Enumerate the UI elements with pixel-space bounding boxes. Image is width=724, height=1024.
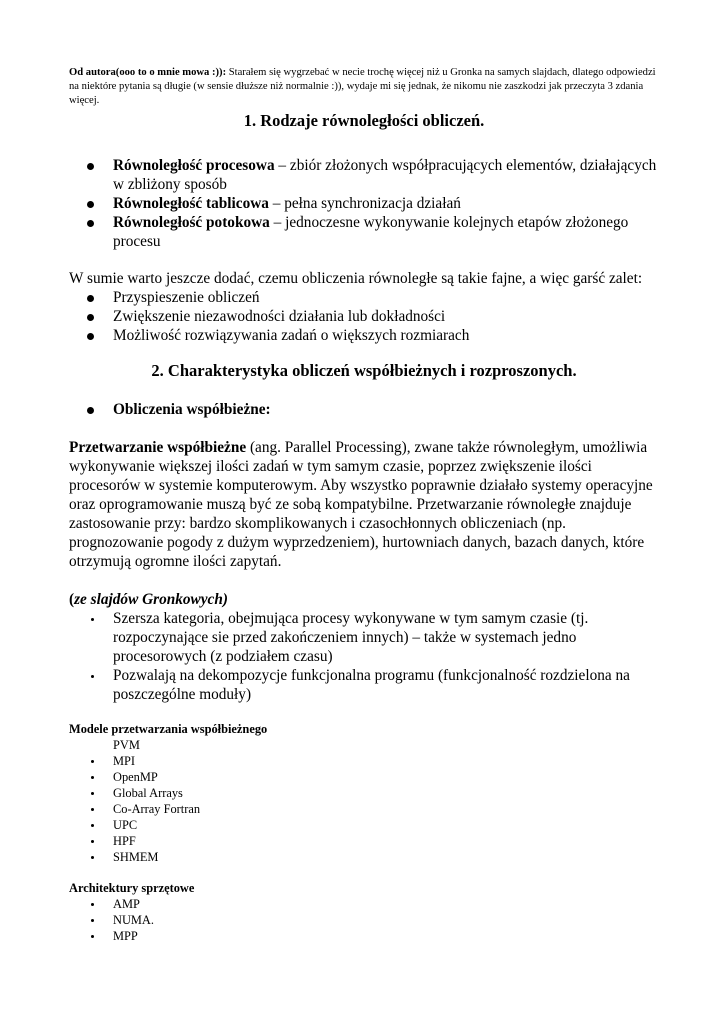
document-page	[69, 66, 659, 944]
list-item	[69, 849, 659, 865]
bullet-icon	[87, 201, 94, 208]
section-1-title: 1. Rodzaje równoległości obliczeń.	[243, 111, 485, 130]
description: – pełna synchronizacja działań	[268, 195, 461, 212]
advantage-text: Zwiększenie niezawodności działania lub dokładności	[113, 308, 446, 325]
bullet-icon	[91, 903, 94, 906]
bullet-icon	[91, 776, 94, 779]
author-note-text: Starałem się wygrzebać w necie trochę więcej niż u Gronka na samych slajdach, dlatego odpowiedzi na niektóre pytania są długie (w sensie dłuższe niż normalnie :)), wydaje mi się jednak, że nikomu nie zaszkodzi jak przeczyta 3 zdania więcej.	[69, 67, 656, 106]
advantage-text: Przyspieszenie obliczeń	[113, 289, 260, 306]
models-list	[69, 737, 659, 865]
list-item	[69, 928, 659, 944]
term: Równoległość potokowa	[113, 214, 270, 231]
advantages-list	[69, 288, 659, 345]
slides-item-text: Szersza kategoria, obejmująca procesy wykonywane w tym samym czasie (tj. rozpoczynające sie przed zakończeniem innych) – także w systemach jedno procesorowych (z podziałem czasu)	[113, 610, 589, 665]
slides-heading	[69, 590, 659, 609]
bullet-icon	[87, 314, 94, 321]
concurrent-term: Przetwarzanie współbieżne	[69, 439, 247, 456]
bullet-icon	[91, 618, 94, 621]
list-item	[69, 785, 659, 801]
slides-heading-text: ze slajdów Gronkowych)	[74, 591, 228, 608]
list-item	[69, 737, 659, 753]
slides-list	[69, 609, 659, 704]
description: – zbiór złożonych współpracujących elementów, działających w zbliżony sposób	[113, 157, 657, 193]
bullet-icon	[91, 840, 94, 843]
architectures-list	[69, 896, 659, 944]
concurrent-bullet-list	[69, 400, 659, 419]
bullet-icon	[91, 824, 94, 827]
list-item	[69, 817, 659, 833]
bullet-icon	[87, 295, 94, 302]
concurrent-text: (ang. Parallel Processing), zwane także równoległym, umożliwia wykonywanie większej ilości zadań w tym samym czasie, poprzez zwiększenie ilości procesorów w systemie komputerowym. Aby wszystko poprawnie działało systemy operacyjne oraz oprogramowanie muszą być ze sobą kompatybilne. Przetwarzanie równoległe znajduje zastosowanie przy: bardzo skomplikowanych i czasochłonnych obliczeniach (np. prognozowanie pogody z dużym wyprzedzeniem), hurtowniach danych, bazach danych, które otrzymują ogromne ilości zapytań.	[69, 439, 653, 570]
bullet-icon	[87, 163, 94, 170]
model-name: OpenMP	[113, 770, 158, 784]
concurrent-paragraph	[69, 438, 659, 571]
bullet-icon	[91, 919, 94, 922]
list-item	[69, 801, 659, 817]
advantages-intro: W sumie warto jeszcze dodać, czemu obliczenia równoległe są takie fajne, a więc garść zalet:	[69, 270, 643, 287]
list-item	[69, 833, 659, 849]
list-item	[69, 400, 659, 419]
architecture-name: AMP	[113, 897, 140, 911]
list-item	[69, 896, 659, 912]
term: Równoległość procesowa	[113, 157, 275, 174]
bullet-icon	[91, 856, 94, 859]
architecture-name: MPP	[113, 929, 138, 943]
bullet-icon	[87, 333, 94, 340]
bullet-icon	[91, 675, 94, 678]
model-name: HPF	[113, 834, 136, 848]
list-item	[69, 912, 659, 928]
architectures-heading: Architektury sprzętowe	[69, 881, 195, 895]
advantage-text: Możliwość rozwiązywania zadań o większych rozmiarach	[113, 327, 470, 344]
slides-item-text: Pozwalają na dekompozycje funkcjonalna programu (funkcjonalność rozdzielona na poszczególne moduły)	[113, 667, 630, 703]
list-item	[69, 753, 659, 769]
model-name: Global Arrays	[113, 786, 183, 800]
list-item	[69, 666, 659, 704]
list-item	[69, 288, 659, 307]
model-name: UPC	[113, 818, 138, 832]
list-item	[69, 769, 659, 785]
model-name: MPI	[113, 754, 136, 768]
bullet-icon	[87, 407, 94, 414]
author-note	[69, 66, 659, 108]
slides-paren: (	[69, 591, 75, 608]
list-item	[69, 326, 659, 345]
architecture-name: NUMA.	[113, 913, 154, 927]
model-name: Co-Array Fortran	[113, 802, 201, 816]
bullet-icon	[91, 792, 94, 795]
list-item	[69, 194, 659, 213]
concurrent-heading: Obliczenia współbieżne:	[113, 401, 271, 418]
term: Równoległość tablicowa	[113, 195, 269, 212]
description: – jednoczesne wykonywanie kolejnych etapów złożonego procesu	[113, 214, 629, 250]
bullet-icon	[91, 935, 94, 938]
list-item	[69, 213, 659, 251]
list-item	[69, 156, 659, 194]
list-item	[69, 307, 659, 326]
bullet-icon	[91, 760, 94, 763]
parallelism-types-list	[69, 156, 659, 251]
author-note-label: Od autora(ooo to o mnie mowa :)):	[69, 67, 227, 78]
list-item	[69, 609, 659, 666]
model-name: SHMEM	[113, 850, 159, 864]
models-heading: Modele przetwarzania współbieżnego	[69, 722, 268, 736]
model-name: PVM	[113, 738, 140, 752]
section-2-title: 2. Charakterystyka obliczeń współbieżnych i rozproszonych.	[151, 361, 577, 380]
bullet-icon	[91, 808, 94, 811]
bullet-icon	[87, 220, 94, 227]
